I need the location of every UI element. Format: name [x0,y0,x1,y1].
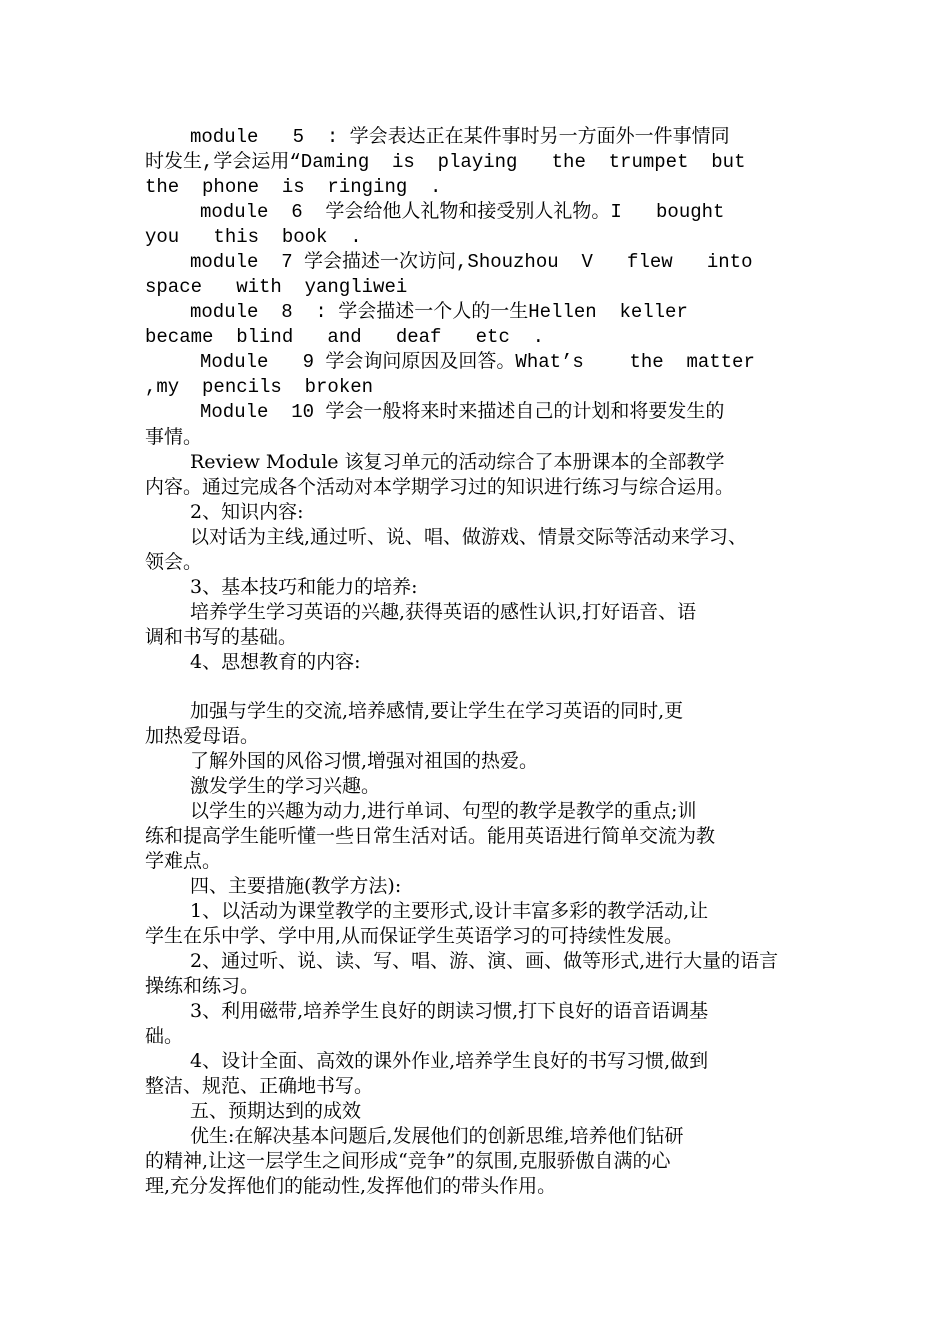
text-line: became blind and deaf etc . [145,326,545,348]
text-line: you this book . [145,226,362,248]
text-line: 理,充分发挥他们的能动性,发挥他们的带头作用。 [145,1175,557,1197]
text-line: module 6 学会给他人礼物和接受别人礼物。I bought [200,201,725,223]
text-line: 学难点。 [145,850,222,872]
text-line: 础。 [145,1025,184,1047]
section-heading: 四、主要措施(教学方法): [190,875,402,897]
section-heading: 4、思想教育的内容: [190,651,361,673]
text-line: 事情。 [145,426,203,448]
text-line: Module 9 学会询问原因及回答。What’s the matter [200,351,755,373]
text-line: ,my pencils broken [145,376,374,398]
text-line: 以对话为主线,通过听、说、唱、做游戏、情景交际等活动来学习、 [190,526,748,548]
text-line: 调和书写的基础。 [145,626,298,648]
text-line: module 5 : 学会表达正在某件事时另一方面外一件事情同 [190,126,730,148]
text-line: space with yangliwei [145,276,408,298]
text-line: 4、设计全面、高效的课外作业,培养学生良好的书写习惯,做到 [190,1050,709,1072]
section-heading: 五、预期达到的成效 [190,1100,362,1122]
text-line: module 8 : 学会描述一个人的一生Hellen keller [190,301,688,323]
text-line: module 7 学会描述一次访问,Shouzhou V flew into [190,251,753,273]
text-line: 练和提高学生能听懂一些日常生活对话。能用英语进行简单交流为教 [145,825,716,847]
text-line: 以学生的兴趣为动力,进行单词、句型的教学是教学的重点;训 [190,800,697,822]
text-line: 3、利用磁带,培养学生良好的朗读习惯,打下良好的语音语调基 [190,1000,709,1022]
section-heading: 3、基本技巧和能力的培养: [190,576,418,598]
text-line: 1、以活动为课堂教学的主要形式,设计丰富多彩的教学活动,让 [190,900,709,922]
text-line: 领会。 [145,551,203,573]
text-line: 整洁、规范、正确地书写。 [145,1075,374,1097]
text-line: 培养学生学习英语的兴趣,获得英语的感性认识,打好语音、语 [190,601,697,623]
text-line: Module 10 学会一般将来时来描述自己的计划和将要发生的 [200,401,725,423]
section-heading: 2、知识内容: [190,501,304,523]
text-line: 2、通过听、说、读、写、唱、游、演、画、做等形式,进行大量的语言 [190,950,779,972]
text-line: 加强与学生的交流,培养感情,要让学生在学习英语的同时,更 [190,700,684,722]
text-line: Review Module 该复习单元的活动综合了本册课本的全部教学 [190,451,725,473]
text-line: 操练和练习。 [145,975,260,997]
text-line: 优生:在解决基本问题后,发展他们的创新思维,培养他们钻研 [190,1125,684,1147]
text-line: 的精神,让这一层学生之间形成“竞争”的氛围,克服骄傲自满的心 [145,1150,671,1172]
text-line: 学生在乐中学、学中用,从而保证学生英语学习的可持续性发展。 [145,925,684,947]
text-line: 内容。通过完成各个活动对本学期学习过的知识进行练习与综合运用。 [145,476,735,498]
text-line: 激发学生的学习兴趣。 [190,775,381,797]
text-line: 时发生,学会运用“Daming is playing the trumpet but [145,151,746,173]
text-line: 了解外国的风俗习惯,增强对祖国的热爱。 [190,750,539,772]
text-line: the phone is ringing . [145,176,442,198]
text-line: 加热爱母语。 [145,725,260,747]
